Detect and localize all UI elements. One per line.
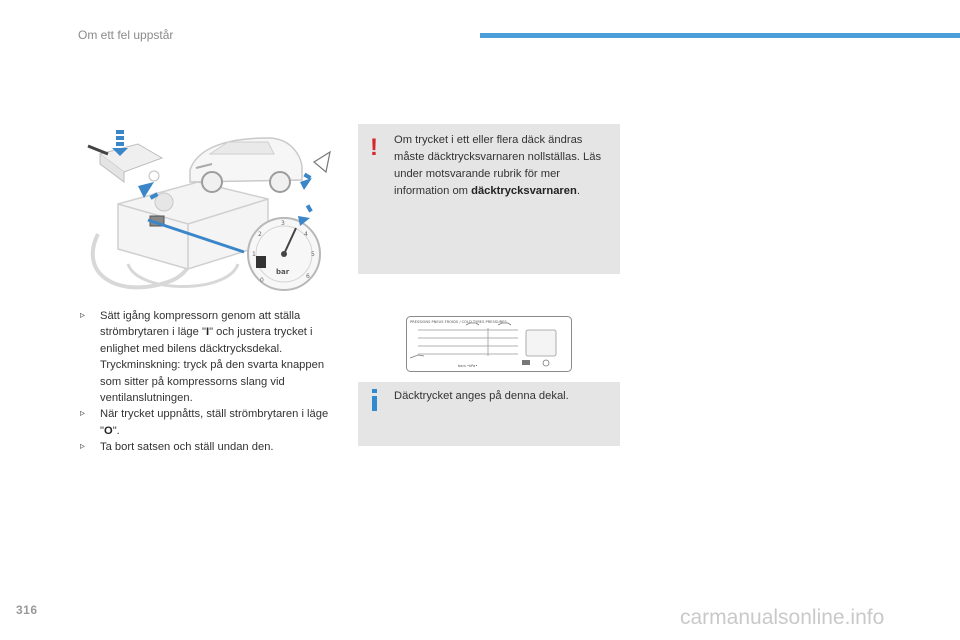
compressor-illustration xyxy=(78,124,340,292)
info-box xyxy=(358,382,620,446)
warning-keyword: däcktrycksvarnaren xyxy=(471,185,577,197)
triangle-bullet-icon: ▹ xyxy=(80,441,86,453)
gauge-tick: 1 xyxy=(252,251,256,258)
exclamation-icon: ! xyxy=(370,134,378,161)
instruction-text: När trycket uppnåtts, ställ strömbrytaren i läge " xyxy=(100,408,329,437)
gauge-tick: 6 xyxy=(306,273,310,280)
triangle-bullet-icon: ▹ xyxy=(80,408,86,420)
header-accent-bar xyxy=(480,33,960,38)
instruction-item-store-kit xyxy=(80,439,342,455)
tyre-label-units: bars •kPa• xyxy=(458,364,478,368)
tyre-pressure-label-illustration xyxy=(406,316,572,372)
warning-text xyxy=(394,132,612,200)
instruction-text: " och justera trycket i enlighet med bilens däcktrycksdekal. Tryckminskning: tryck på den svarta knappen som sitter på kompressorns slang vid ventilanslutningen. xyxy=(100,326,325,405)
gauge-tick: 5 xyxy=(311,251,315,258)
switch-position-on: I xyxy=(205,326,210,339)
watermark: carmanualsonline.info xyxy=(680,606,885,629)
warning-box xyxy=(358,124,620,274)
gauge-tick: 3 xyxy=(281,220,285,227)
instruction-item-compressor-on xyxy=(80,308,342,406)
switch-position-off: O xyxy=(103,424,113,437)
warning-text-part: Om trycket i ett eller flera däck ändras måste däcktrycksvarnaren nollställas. Läs under motsvarande rubrik för mer information om xyxy=(394,134,602,197)
page-number: 316 xyxy=(16,603,38,617)
warning-text-part: . xyxy=(576,185,580,197)
page-section-title: Om ett fel uppstår xyxy=(78,28,174,42)
gauge-tick: 0 xyxy=(260,277,264,284)
info-icon xyxy=(372,389,378,411)
triangle-bullet-icon: ▹ xyxy=(80,310,86,321)
tyre-label-heading: PRESSIONS PNEUS FROIDS / COLD TYRES PRESSURES xyxy=(410,320,507,324)
instruction-list xyxy=(80,308,342,456)
instruction-item-compressor-off xyxy=(80,406,342,439)
gauge-tick: 2 xyxy=(258,231,262,238)
instruction-text: Sätt igång kompressorn genom att ställa strömbrytaren i läge " xyxy=(100,310,301,339)
gauge-unit-label: bar xyxy=(276,268,290,276)
instruction-text: ". xyxy=(112,424,120,437)
gauge-tick: 4 xyxy=(304,231,308,238)
info-text: Däcktrycket anges på denna dekal. xyxy=(394,390,569,402)
instruction-text: Ta bort satsen och ställ undan den. xyxy=(100,441,274,454)
